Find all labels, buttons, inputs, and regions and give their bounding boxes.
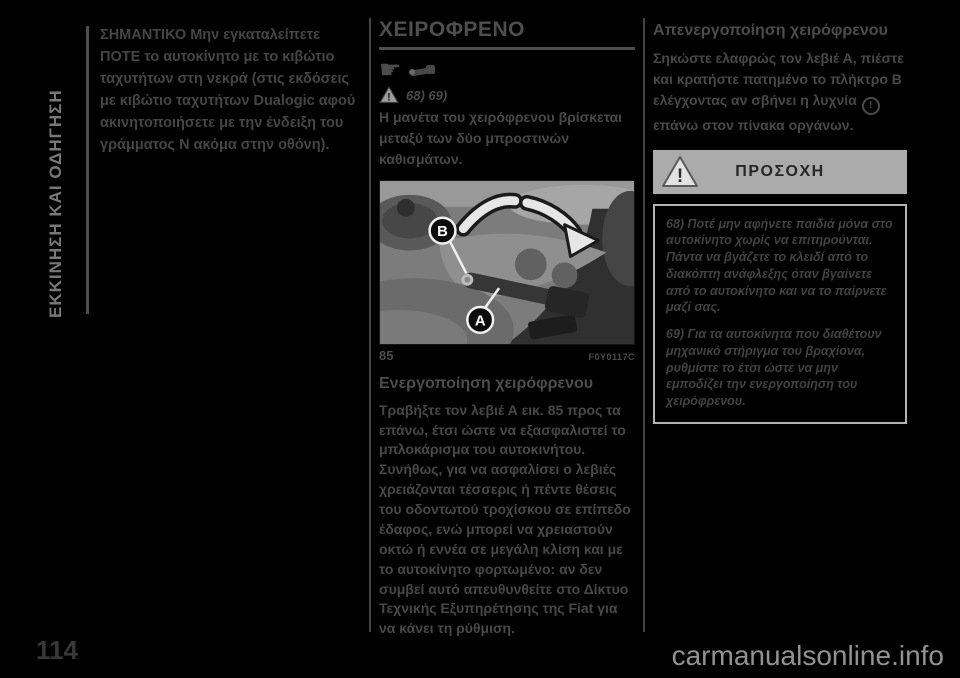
- engage-handbrake-body: Τραβήξτε τον λεβιέ Α εικ. 85 προς τα επάνω, έτσι ώστε να εξασφαλιστεί το μπλοκάρισμα του αυτοκινήτου. Συνήθως, για να ασφαλίσει ο λεβιές χρειάζονται τέσσερις ή πέντε θέσεις του οδοντωτού τροχίσκου σε επίπεδο έδαφος, ενώ μπορεί να χρειαστούν οκτώ ή εννέα σε μεγάλη κλίση και με το αυτοκίνητο φορτωμένο: αν δεν συμβεί αυτό απευθυνθείτε στο Δίκτυο Τεχνικής Εξυπηρέτησης της Fiat για να κάνει τη ρύθμιση.: [379, 401, 631, 637]
- column-1: [100, 24, 360, 166]
- hand-pointer-icon: ☛: [379, 56, 402, 84]
- warning-reference-row: [379, 86, 635, 104]
- svg-text:B: B: [437, 224, 448, 241]
- sidebar-rule: [86, 26, 89, 314]
- page-reference-row: [379, 58, 635, 83]
- watermark-text: carmanualsonline.info: [671, 640, 944, 671]
- warning-note-numbers: 68) 69): [406, 87, 448, 103]
- svg-text:!: !: [387, 91, 391, 104]
- handbrake-intro: Η μανέτα του χειρόφρενου βρίσκεται μεταξύ των δύο μπροστινών καθισμάτων.: [379, 109, 623, 167]
- figure-code: F0Y0117C: [588, 351, 635, 362]
- column-3: [653, 18, 907, 424]
- cupholder: [552, 262, 578, 288]
- figure-number: 85: [379, 347, 394, 363]
- column-divider-1: [369, 18, 371, 632]
- warning-triangle-icon: [379, 86, 399, 104]
- caution-triangle-icon: [661, 155, 699, 189]
- svg-text:!: !: [676, 165, 684, 187]
- handbrake-lever-icon: [408, 62, 436, 80]
- caution-notes-box: [653, 204, 907, 424]
- subsection-engage-handbrake: Ενεργοποίηση χειρόφρενου: [379, 374, 594, 392]
- handbrake-illustration: [380, 181, 634, 344]
- handbrake-warning-light-icon: !: [862, 97, 880, 115]
- column-2: [379, 18, 635, 649]
- figure-85-handbrake-photo: [379, 180, 635, 345]
- caution-title: ΠΡΟΣΟΧΗ: [735, 162, 825, 180]
- section-title-handbrake: ΧΕΙΡΟΦΡΕΝΟ: [379, 18, 635, 50]
- subsection-release-handbrake: Απενεργοποίηση χειρόφρενου: [653, 22, 888, 39]
- release-handbrake-body: Σηκώστε ελαφρώς τον λεβιέ Α, πιέστε και κρατήστε πατημένο το πλήκτρο Β ελέγχοντας αν σβήνει η λυχνία ! επάνω στον πίνακα οργάνων.: [653, 50, 904, 133]
- cupholder: [515, 248, 547, 280]
- chapter-sidebar-label: ΕΚΚΙΝΗΣΗ ΚΑΙ ΟΔΗΓΗΣΗ: [46, 89, 65, 318]
- caution-note-69: 69) Για τα αυτοκίνητα που διαθέτουν μηχανικό στήριγμα του βραχίονα, ρυθμίστε το έτσι ώστε να μην εμποδίζει την ενεργοποίηση του χειρόφρενου.: [666, 327, 882, 408]
- page-number: 114: [36, 635, 78, 665]
- caution-note-68: 68) Ποτέ μην αφήνετε παιδιά μόνα στο αυτοκίνητο χωρίς να επιτηρούνται. Πάντα να βγάζετε το κλειδί από το διακόπτη ανάφλεξης όταν βγαίνετε από το αυτοκίνητο και να το παίρνετε μαζί σας.: [666, 216, 893, 315]
- column-divider-2: [643, 18, 645, 632]
- caution-header-bar: [653, 150, 907, 194]
- gear-knob: [397, 199, 415, 217]
- svg-text:A: A: [474, 313, 486, 330]
- important-note: ΣΗΜΑΝΤΙΚΟ Μην εγκαταλείπετε ΠΟΤΕ το αυτοκίνητο με το κιβώτιο ταχυτήτων στη νεκρά (στις εκδόσεις με κιβώτιο ταχυτήτων Dualogic αφού ακινητοποιήσετε με την ένδειξη του γράμματος Ν ακόμα στην οθόνη).: [100, 27, 356, 154]
- figure-caption: [379, 348, 635, 363]
